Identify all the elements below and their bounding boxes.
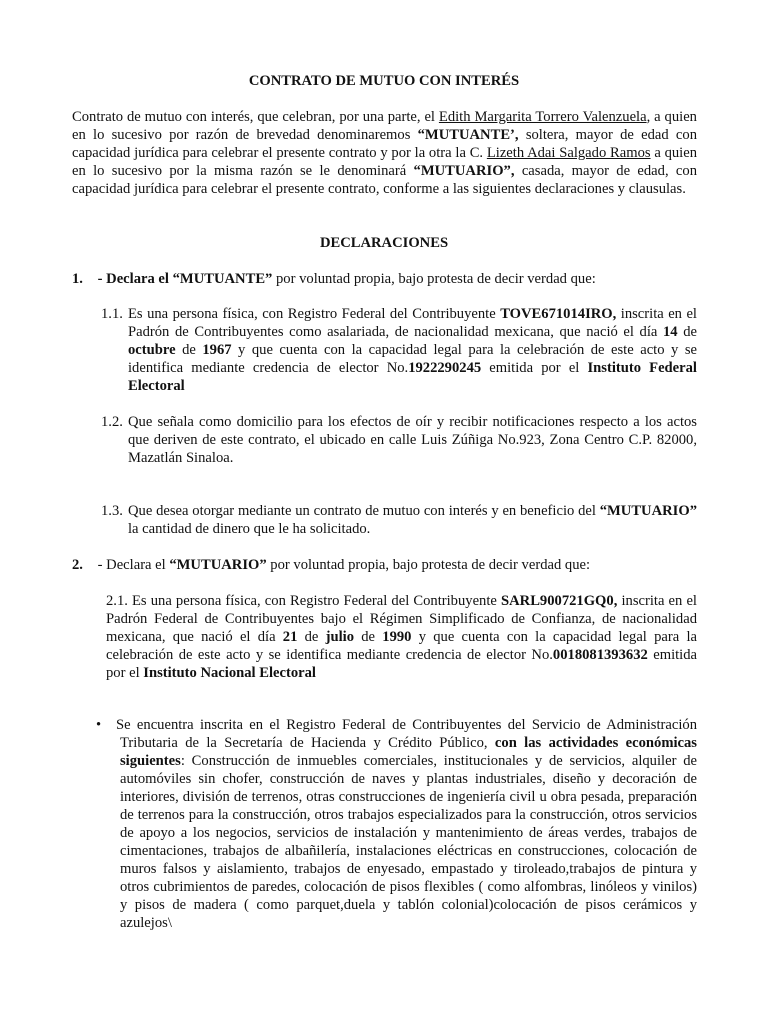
item-1-1-text	[101, 305, 697, 395]
item-1-3-text	[101, 502, 697, 538]
item-2-1-part-b: inscrita en el Padrón Federal de Contribuyentes bajo el Régimen Simplificado de Confianza, de nacionalidad mexicana, que nació el día	[106, 593, 697, 645]
item-1-2-number: 1.2.	[101, 414, 123, 430]
item-2-1-day: 21	[282, 629, 298, 645]
bullet-dot: •	[96, 717, 102, 733]
section-2-party: “MUTUARIO”	[169, 557, 267, 573]
intro-text-4: a quien en lo sucesivo por la misma razón se le denominará	[72, 145, 698, 179]
item-2-1-part-c: de	[297, 629, 326, 645]
mutuario-label: “MUTUARIO”,	[413, 163, 515, 179]
item-1-1-day: 14	[663, 324, 678, 340]
item-2-1-rfc: SARL900721GQ0,	[501, 593, 618, 609]
item-2-1-part-a: 2.1. Es una persona física, con Registro Federal del Contribuyente	[106, 593, 501, 609]
item-1-1-part-c: de	[677, 324, 697, 340]
item-1-3-party: “MUTUARIO”	[599, 503, 697, 519]
section-2-lead: - Declara el	[97, 557, 170, 573]
activities-list: : Construcción de inmuebles comerciales, institucionales y de servicios, alquiler de automóviles sin chofer, construcción de naves y plantas industriales, diseño y decoración de interiores, división de terrenos, otras construcciones de ingeniería civil u obra pesada, preparación de terrenos para la construcción, otros trabajos especializados para la construcción, otros servicios de apoyo a los negocios, servicios de instalación y mantenimiento de áreas verdes, trabajos de cimentaciones, trabajos de albañilería, instalaciones eléctricas en construcciones, colocación de muros falsos y aislamiento, trabajos de enyesado, empastado y tiroleado,trabajos de pintura y otros cubrimientos de paredes, colocación de pisos flexibles ( como alfombras, linóleos y vinilos) y pisos de madera ( como parquet,duela y tablón colonial)colocación de pisos cerámicos y azulejos\	[120, 753, 697, 931]
document-title: CONTRATO DE MUTUO CON INTERÉS	[248, 73, 520, 89]
item-1-1-part-b: inscrita en el Padrón de Contribuyentes como asalariada, de nacionalidad mexicana, que nació el día	[128, 306, 697, 340]
section-1-party: “MUTUANTE”	[172, 271, 273, 287]
mutuario-name: Lizeth Adai Salgado Ramos	[486, 145, 651, 161]
item-1-1-part-e: y que cuenta con la capacidad legal para la celebración de este acto y se identifica mediante credencia de elector No.	[128, 342, 697, 376]
item-2-1-institute: Instituto Nacional Electoral	[143, 665, 316, 681]
item-2-1-part-f: emitida por el	[106, 647, 698, 681]
intro-text-1: Contrato de mutuo con interés, que celebran, por una parte, el	[72, 109, 439, 125]
item-1-3-part-a: Que desea otorgar mediante un contrato de mutuo con interés y en beneficio del	[128, 503, 600, 519]
item-1-1-part-f: emitida por el	[481, 360, 588, 376]
section-1-text: por voluntad propia, bajo protesta de decir verdad que:	[272, 271, 596, 287]
item-1-1-part-a: Es una persona física, con Registro Federal del Contribuyente	[128, 306, 501, 322]
section-1-lead: - Declara el	[97, 271, 173, 287]
item-1-3-number: 1.3.	[101, 503, 123, 519]
declaraciones-heading: DECLARACIONES	[319, 235, 449, 251]
item-1-1-year: 1967	[202, 342, 232, 358]
item-1-2	[101, 413, 697, 467]
intro-text-2: , a quien en lo sucesivo por razón de brevedad denominaremos	[72, 109, 697, 143]
activities-text	[96, 716, 697, 932]
item-1-1-institute: Instituto Federal Electoral	[128, 360, 697, 394]
section-2-heading	[72, 556, 697, 574]
item-2-1-month: julio	[325, 629, 355, 645]
item-2-1	[106, 592, 697, 682]
activities-heading: con las actividades económicas siguientes	[120, 735, 697, 769]
item-1-1-elector: 1922290245	[408, 360, 482, 376]
mutuante-name: Edith Margarita Torrero Valenzuela	[438, 109, 647, 125]
section-1-number: 1.	[72, 271, 83, 287]
item-2-1-year: 1990	[382, 629, 412, 645]
item-2-1-part-e: y que cuenta con la capacidad legal para la celebración de este acto y se identifica mediante credencia de elector No.	[106, 629, 697, 663]
section-2-text: por voluntad propia, bajo protesta de decir verdad que:	[266, 557, 591, 573]
item-1-1-rfc: TOVE671014IRO,	[500, 306, 617, 322]
item-2-1-elector: 0018081393632	[552, 647, 648, 663]
activities-part-a: Se encuentra inscrita en el Registro Federal de Contribuyentes del Servicio de Administración Tributaria de la Secretaría de Hacienda y Crédito Público,	[116, 717, 697, 751]
item-1-3	[101, 502, 697, 538]
item-1-1-part-d: de	[175, 342, 203, 358]
item-2-1-part-d: de	[354, 629, 383, 645]
intro-paragraph	[72, 108, 697, 198]
item-1-2-text: Que señala como domicilio para los efectos de oír y recibir notificaciones respecto a los actos que deriven de este contrato, el ubicado en calle Luis Zúñiga No.923, Zona Centro C.P. 82000, Mazatlán Sinaloa.	[128, 414, 697, 466]
item-1-1-number: 1.1.	[101, 306, 123, 322]
item-1-1	[101, 305, 697, 395]
section-1-heading	[72, 270, 697, 288]
section-2-number: 2.	[72, 557, 83, 573]
mutuante-label: “MUTUANTE’,	[417, 127, 519, 143]
intro-text-5: casada, mayor de edad, con capacidad jurídica para celebrar el presente contrato, conforme a las siguientes declaraciones y clausulas.	[72, 163, 697, 197]
activities-bullet	[96, 716, 697, 932]
intro-text-3: soltera, mayor de edad con capacidad jurídica para celebrar el presente contrato y por la otra la C.	[72, 127, 697, 161]
item-1-3-part-c: la cantidad de dinero que le ha solicitado.	[128, 521, 371, 537]
item-1-1-month: octubre	[128, 342, 176, 358]
